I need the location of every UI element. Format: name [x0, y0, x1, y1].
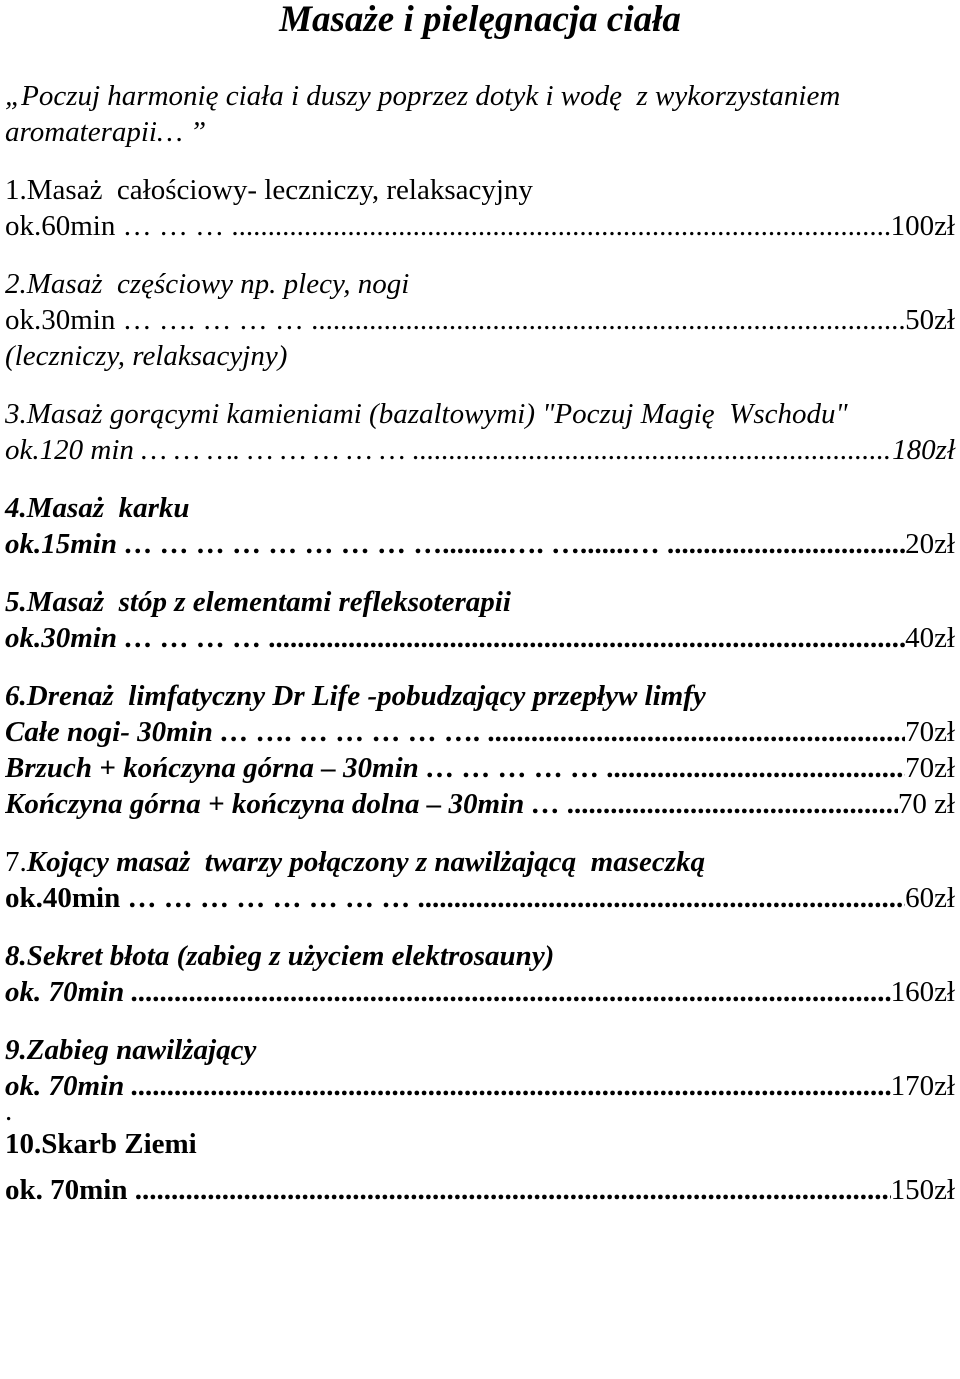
item-1-price: 100zł	[890, 210, 955, 242]
item-6b-price-row	[5, 750, 955, 786]
item-9-price-row	[5, 1068, 955, 1104]
item-6a-price-row	[5, 714, 955, 750]
stray-dot: .	[5, 1095, 13, 1127]
item-8-time: ok. 70min .....	[5, 974, 891, 1010]
item-6-name: 6.Drenaż limfatyczny Dr Life -pobudzający przepływ limfy	[5, 680, 706, 712]
item-5-price: 40zł	[905, 622, 955, 654]
item-7-price-row	[5, 880, 955, 916]
item-9-name: 9.Zabieg nawilżający	[5, 1034, 257, 1066]
item-2-note: (leczniczy, relaksacyjny)	[5, 340, 288, 372]
page-title: Masaże i pielęgnacja ciała	[279, 0, 681, 40]
item-6a-price: 70zł	[905, 716, 955, 748]
item-10-price-row	[5, 1172, 955, 1208]
item-7-number: 7.	[5, 846, 27, 878]
item-9-price: 170zł	[890, 1070, 955, 1102]
item-5-price-row	[5, 620, 955, 656]
item-5-time: ok.30min … … … … .....	[5, 620, 905, 656]
item-6c-price: 70 zł	[897, 788, 955, 820]
item-8-price-row	[5, 974, 955, 1010]
item-3-price: 180zł	[892, 434, 955, 466]
item-2-price-row	[5, 302, 955, 338]
item-10-price: 150zł	[890, 1174, 955, 1206]
item-10-time: ok. 70min .....	[5, 1172, 891, 1208]
item-7-price: 60zł	[905, 882, 955, 914]
item-4-name: 4.Masaż karku	[5, 492, 190, 524]
item-2-price: 50zł	[905, 304, 955, 336]
item-1-time: ok.60min … … … .....	[5, 208, 891, 244]
item-5-name: 5.Masaż stóp z elementami refleksoterapii	[5, 586, 511, 618]
item-10-name: 10.Skarb Ziemi	[5, 1128, 197, 1160]
item-8-name: 8.Sekret błota (zabieg z użyciem elektrosauny)	[5, 940, 555, 972]
item-1-price-row	[5, 208, 955, 244]
item-3-name: 3.Masaż gorącymi kamieniami (bazaltowymi) "Poczuj Magię Wschodu"	[5, 398, 848, 430]
item-7-name-line	[5, 844, 955, 880]
intro-line-2: aromaterapii… ”	[5, 116, 207, 148]
item-7-time: ok.40min … … … … … … … … .....	[5, 880, 905, 916]
item-6c-time: Kończyna górna + kończyna dolna – 30min … .....	[5, 786, 898, 822]
item-8-price: 160zł	[890, 976, 955, 1008]
item-2-time: ok.30min … …. … … … .....	[5, 302, 905, 338]
item-9-time: ok. 70min .....	[5, 1068, 891, 1104]
item-4-price: 20zł	[905, 528, 955, 560]
item-6b-price: 70zł	[905, 752, 955, 784]
intro-text	[5, 78, 955, 150]
item-6c-price-row	[5, 786, 955, 822]
item-3-time: ok.120 min … … …. … … … … … .....	[5, 432, 892, 468]
intro-line-1: „Poczuj harmonię ciała i duszy poprzez dotyk i wodę z wykorzystaniem	[5, 80, 841, 112]
item-2-name: 2.Masaż częściowy np. plecy, nogi	[5, 268, 410, 300]
item-4-time: ok.15min … … … … … … … … ….........…. ….......… .....	[5, 526, 905, 562]
price-list-document	[5, 0, 955, 1208]
item-1-name: 1.Masaż całościowy- leczniczy, relaksacyjny	[5, 174, 533, 206]
item-6a-time: Całe nogi- 30min … …. … … … … …. .....	[5, 714, 905, 750]
item-3-price-row	[5, 432, 955, 468]
item-4-price-row	[5, 526, 955, 562]
item-6b-time: Brzuch + kończyna górna – 30min … … … … … .....	[5, 750, 905, 786]
item-7-name: Kojący masaż twarzy połączony z nawilżającą maseczką	[26, 846, 706, 878]
